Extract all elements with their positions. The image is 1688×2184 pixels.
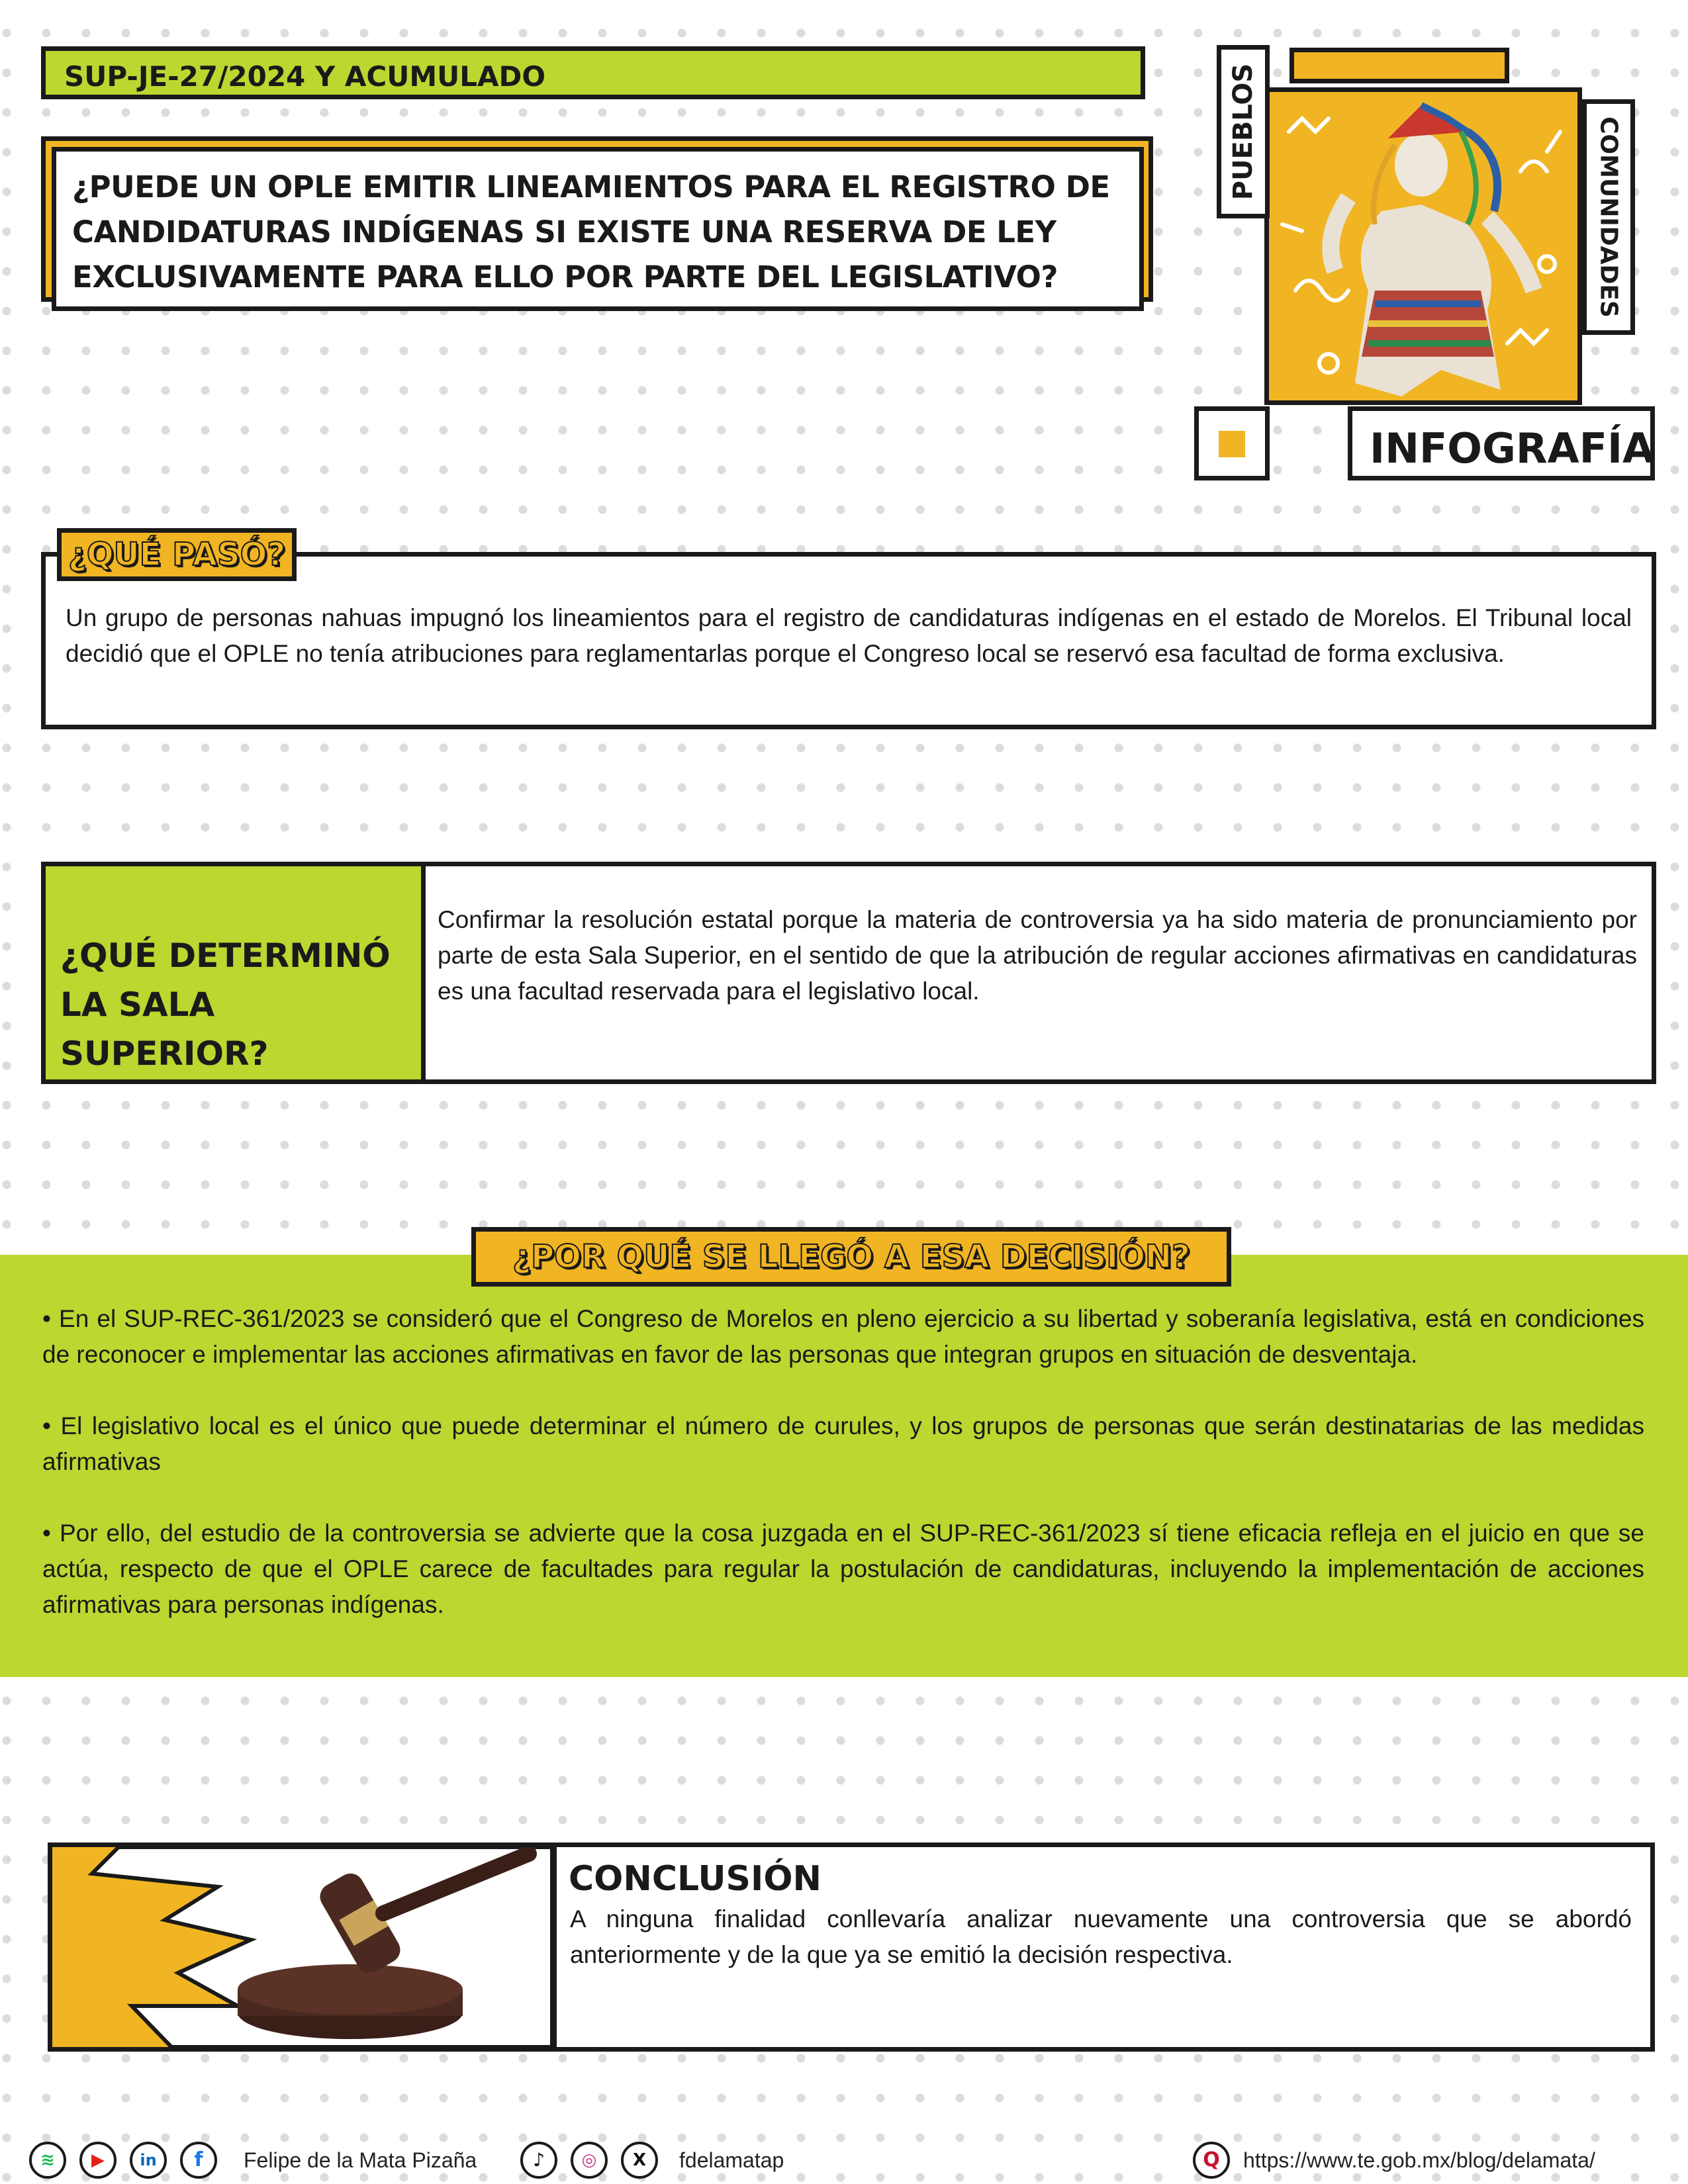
x-icon[interactable]: X: [621, 2142, 658, 2179]
pueblos-label: [1217, 45, 1270, 218]
comunidades-label: [1582, 99, 1635, 335]
infografia-label: [1348, 406, 1655, 480]
tiktok-icon[interactable]: ♪: [520, 2142, 557, 2179]
question-line: CANDIDATURAS INDÍGENAS SI EXISTE UNA RESERVA DE LEY: [72, 214, 1056, 250]
conclusion-text: A ninguna finalidad conllevaría analizar nuevamente una controversia que se abordó anteriormente y de la que ya se emitió la decisión respectiva.: [570, 1905, 1632, 1968]
dancer-illustration: [1269, 92, 1582, 405]
determino-heading-line: LA SALA SUPERIOR?: [60, 985, 269, 1073]
linkedin-icon[interactable]: in: [130, 2142, 167, 2179]
dancer-photo: [1264, 87, 1582, 405]
que-paso-text: Un grupo de personas nahuas impugnó los lineamientos para el registro de candidaturas indígenas en el estado de Morelos. El Tribunal local decidió que el OPLE no tenía atribuciones para reglamentarlas porque el Congreso local se reservó esa facultad de forma exclusiva.: [66, 604, 1632, 667]
por-que-bullet: • El legislativo local es el único que puede determinar el número de curules, y los grupos de personas que serán destinatarias de las medidas afirmativas: [42, 1412, 1644, 1475]
te-search-icon[interactable]: Q: [1193, 2142, 1230, 2179]
facebook-icon[interactable]: f: [180, 2142, 217, 2179]
question-box: [52, 147, 1144, 311]
determino-text: Confirmar la resolución estatal porque la materia de controversia ya ha sido materia de pronunciamiento por parte de esta Sala Superior, en el sentido de que la atribución de regular acciones afirmativas en candidaturas es una facultad reservada para el legislativo local.: [438, 906, 1637, 1005]
footer-name[interactable]: Felipe de la Mata Pizaña: [244, 2148, 477, 2172]
por-que-bullet: • Por ello, del estudio de la controversia se advierte que la cosa juzgada en el SUP-REC-361/2023 sí tiene eficacia refleja en el juicio en que se actúa, respecto de que el OPLE carece de facultades para regular la postulación de candidaturas, incluyendo la implementación de acciones afirmativas para personas indígenas.: [42, 1520, 1644, 1618]
spotify-icon[interactable]: ≋: [29, 2142, 66, 2179]
case-number: SUP-JE-27/2024 Y ACUMULADO: [64, 60, 546, 93]
question-line: ¿PUEDE UN OPLE EMITIR LINEAMIENTOS PARA EL REGISTRO DE: [72, 169, 1110, 205]
footer-url[interactable]: https://www.te.gob.mx/blog/delamata/: [1243, 2148, 1595, 2172]
que-paso-label: [57, 528, 297, 581]
por-que-label: [471, 1227, 1231, 1287]
determino-heading-line: ¿QUÉ DETERMINÓ: [60, 936, 391, 975]
decorative-top-bar: [1289, 48, 1509, 83]
instagram-icon[interactable]: ◎: [571, 2142, 608, 2179]
youtube-icon[interactable]: ▶: [79, 2142, 117, 2179]
que-paso-heading: ¿QUÉ PASÓ?: [68, 536, 286, 573]
decorative-square: [1194, 406, 1270, 480]
por-que-bullet: • En el SUP-REC-361/2023 se consideró que el Congreso de Morelos en pleno ejercicio a su libertad y soberanía legislativa, está en condiciones de reconocer e implementar las acciones afirmativas en favor de las personas que integran grupos en situación de desventaja.: [42, 1305, 1644, 1368]
determino-box: [41, 862, 1656, 1084]
por-que-heading: ¿POR QUÉ SE LLEGÓ A ESA DECISIÓN?: [512, 1238, 1190, 1275]
question-line: EXCLUSIVAMENTE PARA ELLO POR PARTE DEL LEGISLATIVO?: [72, 259, 1058, 295]
infografia-text: INFOGRAFÍA: [1370, 424, 1655, 473]
determino-label: [46, 866, 426, 1079]
pueblos-text: PUEBLOS: [1228, 63, 1258, 201]
footer-handle[interactable]: fdelamatap: [679, 2148, 784, 2172]
conclusion-title: CONCLUSIÓN: [569, 1859, 822, 1899]
conclusion-box: [48, 1843, 1655, 2052]
gavel-image: [52, 1847, 557, 2047]
gavel-icon: [52, 1847, 552, 2047]
case-tag: [41, 46, 1145, 99]
comunidades-text: COMUNIDADES: [1595, 116, 1622, 318]
por-que-list: [42, 1301, 1644, 1659]
